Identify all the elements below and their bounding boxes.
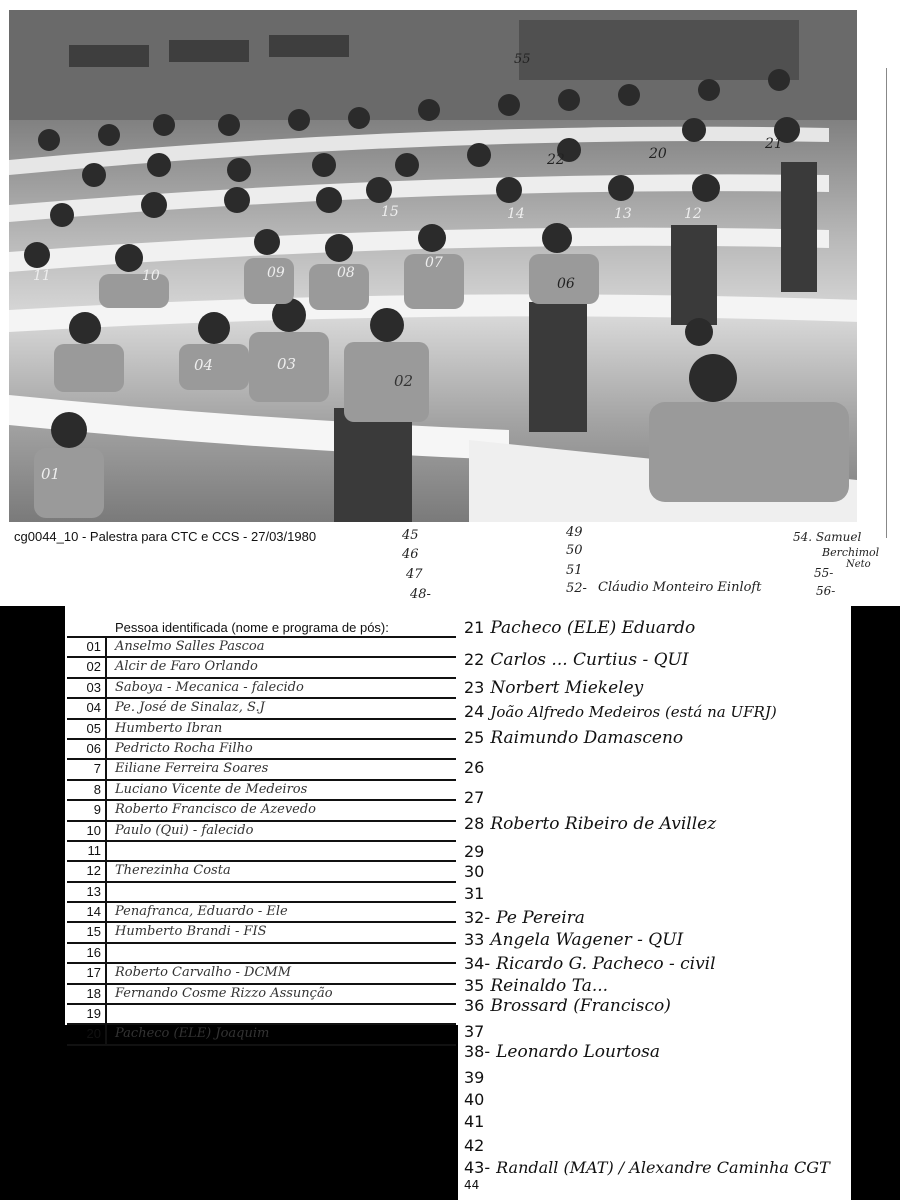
table-row <box>67 740 456 760</box>
row-name: Eiliane Ferreira Soares <box>115 761 269 777</box>
row-name: Alcir de Faro Orlando <box>115 659 258 675</box>
list-number: 29 <box>464 842 485 861</box>
photo-number: 21 <box>765 136 783 152</box>
row-number: 01 <box>67 638 107 656</box>
list-number: 27 <box>464 788 485 807</box>
list-item <box>464 678 643 698</box>
list-item <box>464 1090 490 1110</box>
list-number: 24 <box>464 702 485 721</box>
list-number: 43- <box>464 1158 491 1177</box>
photo-number: 10 <box>142 268 160 284</box>
table-row <box>67 822 456 842</box>
list-number: 30 <box>464 862 485 881</box>
row-name: Paulo (Qui) - falecido <box>115 822 254 838</box>
list-number: 36 <box>464 996 485 1015</box>
row-number: 18 <box>67 985 107 1003</box>
row-name <box>107 883 456 901</box>
row-name: Luciano Vicente de Medeiros <box>115 781 308 797</box>
table-row <box>67 944 456 964</box>
list-text: Angela Wagener - QUI <box>490 930 684 950</box>
margin-note: 45 <box>402 528 419 543</box>
table-row <box>67 801 456 821</box>
list-item <box>464 1178 485 1193</box>
row-number: 03 <box>67 679 107 697</box>
margin-note: Berchimol <box>822 546 880 559</box>
handwritten-list <box>458 606 851 1200</box>
list-item <box>464 842 490 862</box>
list-number: 35 <box>464 976 485 995</box>
row-number: 02 <box>67 658 107 676</box>
table-row <box>67 1005 456 1025</box>
row-number: 19 <box>67 1005 107 1023</box>
photo-number: 04 <box>194 356 214 374</box>
list-item <box>464 996 671 1016</box>
list-text: Raimundo Damasceno <box>490 728 684 748</box>
row-number: 12 <box>67 862 107 880</box>
list-item <box>464 976 608 996</box>
row-number: 11 <box>67 842 107 860</box>
row-number: 7 <box>67 760 107 778</box>
photo-caption: cg0044_10 - Palestra para CTC e CCS - 27/03/1980 <box>14 529 317 544</box>
list-number: 41 <box>464 1112 485 1131</box>
row-number: 10 <box>67 822 107 840</box>
list-text: Leonardo Lourtosa <box>496 1042 660 1062</box>
list-number: 39 <box>464 1068 485 1087</box>
list-item <box>464 702 777 721</box>
lecture-photo <box>9 10 857 522</box>
row-name: Penafranca, Eduardo - Ele <box>115 904 288 920</box>
table-row <box>67 679 456 699</box>
list-item <box>464 1022 490 1042</box>
table-header: Pessoa identificada (nome e programa de pós): <box>115 620 389 635</box>
margin-note: Cláudio Monteiro Einloft <box>598 580 762 595</box>
row-number: 06 <box>67 740 107 758</box>
row-number: 15 <box>67 923 107 941</box>
list-item <box>464 1136 490 1156</box>
list-text: Randall (MAT) / Alexandre Caminha CGT <box>496 1158 830 1177</box>
list-item <box>464 788 490 808</box>
row-name: Anselmo Salles Pascoa <box>115 639 265 654</box>
list-number: 44 <box>464 1178 480 1192</box>
margin-note: 54. Samuel <box>793 530 862 544</box>
list-item <box>464 1068 490 1088</box>
list-text: Pe Pereira <box>496 908 585 928</box>
table-row <box>67 1025 456 1045</box>
margin-note: Neto <box>846 559 871 570</box>
list-item <box>464 1158 830 1177</box>
margin-note: 55- <box>814 566 834 580</box>
row-number: 17 <box>67 964 107 982</box>
row-number: 8 <box>67 781 107 799</box>
photo-number: 13 <box>614 206 632 222</box>
photo-number: 02 <box>394 372 414 390</box>
margin-note: 47 <box>406 567 423 582</box>
list-item <box>464 758 490 778</box>
side-margin-strip <box>886 68 900 538</box>
row-name <box>107 1005 456 1023</box>
list-text: Reinaldo Ta... <box>490 976 609 996</box>
row-name: Saboya - Mecanica - falecido <box>115 679 304 695</box>
list-number: 37 <box>464 1022 485 1041</box>
list-number: 40 <box>464 1090 485 1109</box>
table-grid <box>67 636 456 1046</box>
list-item <box>464 884 490 904</box>
margin-note: 49 <box>566 525 583 540</box>
table-row <box>67 760 456 780</box>
margin-note: 52- <box>566 581 587 596</box>
list-text: Norbert Miekeley <box>490 678 644 698</box>
row-number: 16 <box>67 944 107 962</box>
photo-number: 20 <box>649 146 667 162</box>
list-item <box>464 1042 660 1062</box>
row-name: Roberto Carvalho - DCMM <box>115 965 292 981</box>
photo-number: 15 <box>381 204 399 220</box>
table-row <box>67 699 456 719</box>
list-number: 33 <box>464 930 485 949</box>
photo-number: 12 <box>684 206 702 222</box>
list-number: 42 <box>464 1136 485 1155</box>
photo-number: 03 <box>277 355 297 373</box>
photo-number: 11 <box>33 268 51 284</box>
row-number: 20 <box>67 1025 107 1043</box>
list-number: 38- <box>464 1042 491 1061</box>
photo-number: 55 <box>514 52 531 67</box>
row-name: Humberto Brandi - FIS <box>115 924 267 940</box>
table-row <box>67 638 456 658</box>
row-name <box>107 842 456 860</box>
row-name: Pe. José de Sinalaz, S.J <box>115 700 265 716</box>
photo-number: 14 <box>507 206 525 222</box>
table-row <box>67 720 456 740</box>
list-number: 28 <box>464 814 485 833</box>
photo-number: 06 <box>557 276 575 292</box>
photo-number: 01 <box>41 465 61 483</box>
table-row <box>67 842 456 862</box>
row-name <box>107 944 456 962</box>
list-number: 31 <box>464 884 485 903</box>
row-number: 14 <box>67 903 107 921</box>
list-text: Roberto Ribeiro de Avillez <box>490 814 717 834</box>
list-item <box>464 930 683 950</box>
list-number: 21 <box>464 618 485 637</box>
margin-note: 50 <box>566 543 583 558</box>
table-row <box>67 985 456 1005</box>
row-number: 9 <box>67 801 107 819</box>
row-name: Humberto Ibran <box>115 720 223 736</box>
list-number: 25 <box>464 728 485 747</box>
photo-number: 07 <box>425 255 443 271</box>
identification-table <box>65 606 458 1042</box>
photo-number: 22 <box>547 152 565 168</box>
list-text: Brossard (Francisco) <box>490 996 671 1016</box>
list-text: João Alfredo Medeiros (está na UFRJ) <box>490 703 777 721</box>
row-name: Pacheco (ELE) Joaquim <box>115 1026 270 1042</box>
row-name: Fernando Cosme Rizzo Assunção <box>115 985 333 1001</box>
list-number: 34- <box>464 954 491 973</box>
row-number: 04 <box>67 699 107 717</box>
list-number: 22 <box>464 650 485 669</box>
table-row <box>67 862 456 882</box>
table-row <box>67 923 456 943</box>
row-name: Pedricto Rocha Filho <box>115 740 253 756</box>
photo-number: 08 <box>337 265 355 281</box>
list-number: 23 <box>464 678 485 697</box>
list-item <box>464 618 695 638</box>
list-item <box>464 650 689 670</box>
margin-note: 46 <box>402 547 419 562</box>
list-item <box>464 728 683 748</box>
row-number: 13 <box>67 883 107 901</box>
table-row <box>67 781 456 801</box>
margin-note: 48- <box>410 587 431 602</box>
row-name: Roberto Francisco de Azevedo <box>115 802 316 818</box>
table-row <box>67 964 456 984</box>
list-item <box>464 814 716 834</box>
list-item <box>464 1112 490 1132</box>
list-text: Pacheco (ELE) Eduardo <box>490 618 696 638</box>
list-text: Ricardo G. Pacheco - civil <box>496 954 716 974</box>
table-row <box>67 903 456 923</box>
table-row <box>67 883 456 903</box>
row-number: 05 <box>67 720 107 738</box>
margin-note: 51 <box>566 563 583 578</box>
table-row <box>67 658 456 678</box>
list-item <box>464 954 716 974</box>
list-item <box>464 908 585 928</box>
margin-note: 56- <box>816 584 836 598</box>
list-text: Carlos ... Curtius - QUI <box>490 650 689 670</box>
list-item <box>464 862 490 882</box>
photo-number: 09 <box>267 265 285 281</box>
row-name: Therezinha Costa <box>115 863 231 879</box>
list-number: 32- <box>464 908 491 927</box>
list-number: 26 <box>464 758 485 777</box>
